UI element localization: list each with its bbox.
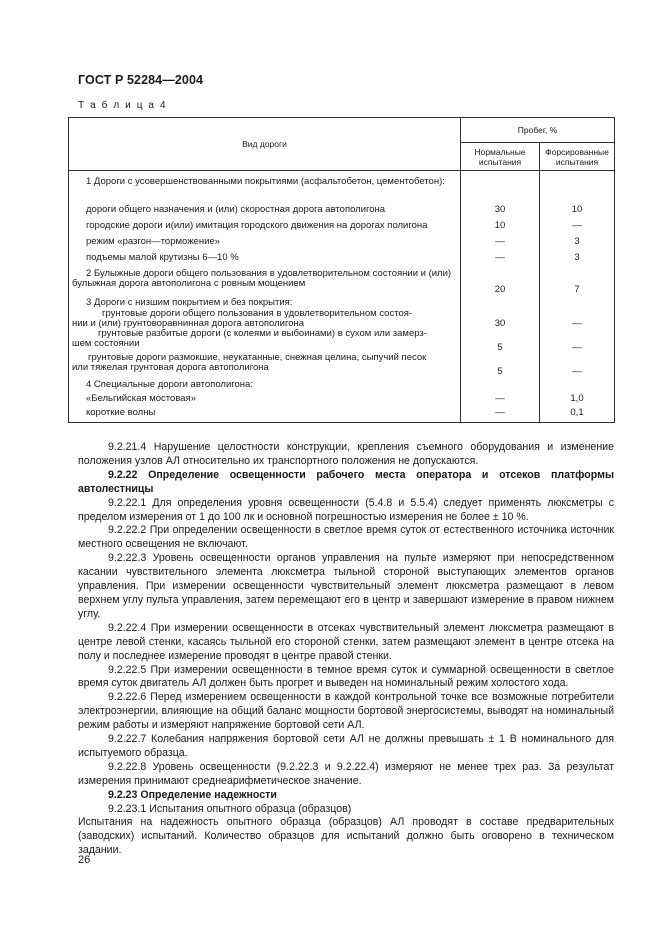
heading-9-2-23-text: 9.2.23 Определение надежности: [108, 788, 277, 801]
row-name-line: грунтовые дороги размокшие, неукатанные, снежная целина, сыпучий песок: [88, 352, 427, 363]
row-forced: 3: [540, 253, 615, 269]
col-header-normal: Нормальные испытания: [461, 143, 540, 171]
table-row: [69, 408, 615, 423]
row-name: короткие волны: [69, 408, 461, 423]
paragraph-9-2-22-7: 9.2.22.7 Колебания напряжения бортовой сети АЛ не должны превышать ± 1 В номинального для испытуемого образца.: [78, 733, 614, 759]
row-forced: —: [540, 221, 615, 237]
row-forced: 3: [540, 237, 615, 253]
row-name: «Бельгийская мостовая»: [69, 394, 461, 408]
row-normal: 20: [461, 269, 540, 295]
row-normal: —: [461, 253, 540, 269]
row-forced: —: [540, 329, 615, 353]
row-name: 1 Дороги с усовершенствованными покрытиями (асфальтобетон, цементобетон):: [69, 171, 461, 206]
table-row: [69, 205, 615, 221]
row-name: [69, 329, 461, 353]
paragraph-9-2-22-8: 9.2.22.8 Уровень освещенности (9.2.22.3 и 9.2.22.4) измеряют не менее трех раз. За результат измерения принимают среднеарифметическое значение.: [78, 760, 614, 787]
row-name: 2 Булыжные дороги общего пользования в удовлетворительном состоянии и (или) булыжная дорога автополигона с ровным мощением: [69, 269, 461, 295]
table-row: [69, 269, 615, 295]
row-name: режим «разгон—торможение»: [69, 237, 461, 253]
table-row: [69, 394, 615, 408]
row-normal: [461, 377, 540, 394]
paragraph-9-2-21-4: 9.2.21.4 Нарушение целостности конструкции, крепления съемного оборудования и изменение положения узлов АЛ относительно их транспортного положения не допускаются.: [78, 441, 614, 467]
row-forced: 1,0: [540, 394, 615, 408]
row-name-line: нии и (или) грунтоворавнинная дорога автополигона: [72, 318, 305, 329]
row-normal: 10: [461, 221, 540, 237]
row-normal: 5: [461, 329, 540, 353]
heading-9-2-23: [78, 789, 614, 803]
paragraph-9-2-22-5: 9.2.22.5 При измерении освещенности в темное время суток и суммарной освещенности в светлое время суток двигатель АЛ должен быть прогрет и выведен на номинальный режим холостого хода.: [78, 663, 614, 690]
heading-9-2-22: [78, 469, 614, 497]
table-row: [69, 329, 615, 353]
body-text: [78, 441, 614, 858]
table-row: [69, 221, 615, 237]
col-header-road-type: Вид дороги: [69, 118, 461, 171]
row-name: 3 Дороги с низшим покрытием и без покрытия:: [69, 295, 461, 309]
table-row: [69, 353, 615, 377]
paragraph-9-2-22-2: 9.2.22.2 При определении освещенности в светлое время суток от естественного источника источник местного освещения не включают.: [78, 524, 614, 551]
row-forced: [540, 377, 615, 394]
row-normal: —: [461, 408, 540, 423]
road-mileage-table: [68, 117, 615, 423]
page-number: 26: [78, 854, 91, 866]
row-normal: 30: [461, 205, 540, 221]
row-normal: 5: [461, 353, 540, 377]
row-forced: —: [540, 353, 615, 377]
paragraph-9-2-22-1: 9.2.22.1 Для определения уровня освещенности (5.4.8 и 5.5.4) следует применять люксметры с пределом измерения от 1 до 100 лк и основной погрешностью измерения не более ± 10 %.: [78, 496, 614, 523]
col-header-mileage: Пробег, %: [461, 118, 615, 143]
row-normal: [461, 171, 540, 206]
row-name: [69, 353, 461, 377]
table-caption: Т а б л и ц а 4: [78, 100, 168, 111]
document-header: ГОСТ Р 52284—2004: [78, 73, 204, 87]
row-name: 4 Специальные дороги автополигона:: [69, 377, 461, 394]
col-header-forced: Форсированные испытания: [540, 143, 615, 171]
table-row: [69, 171, 615, 206]
paragraph-reliability-tests: Испытания на надежность опытного образца (образцов) АЛ проводят в составе предварительных (заводских) испытаний. Количество образцов для испытаний должно быть оговорено в техническом задании.: [78, 816, 614, 857]
row-forced: 10: [540, 205, 615, 221]
row-forced: 0,1: [540, 408, 615, 423]
row-normal: 30: [461, 309, 540, 329]
row-forced: [540, 171, 615, 206]
table-row: [69, 295, 615, 309]
row-normal: —: [461, 394, 540, 408]
heading-9-2-22-text: 9.2.22 Определение освещенности рабочего места оператора и отсеков платформы автолестницы: [78, 468, 614, 495]
row-normal: [461, 295, 540, 309]
row-name: дороги общего назначения и (или) скоростная дорога автополигона: [69, 205, 461, 221]
table-row: [69, 237, 615, 253]
row-name: [69, 309, 461, 329]
row-name-line: грунтовые дороги общего пользования в удовлетворительном состоя-: [102, 308, 413, 319]
row-name-line: грунтовые разбитые дороги (с колеями и выбоинами) в сухом или замерз-: [98, 328, 427, 339]
paragraph-9-2-23-1: 9.2.23.1 Испытания опытного образца (образцов): [108, 802, 352, 815]
table-row: [69, 309, 615, 329]
row-name: подъемы малой крутизны 6—10 %: [69, 253, 461, 269]
paragraph-9-2-22-3: 9.2.22.3 Уровень освещенности органов управления на пульте измеряют при непосредственном касании чувствительного элемента люксметра тыльной стороной выступающих элементов органов управления. При измерении освещенности чувствительный элемент люксметра размещают в левом верхнем углу пульта управления, затем перемещают его в центр и завершают измерение в правом нижнем углу.: [78, 552, 614, 620]
row-forced: 7: [540, 269, 615, 295]
row-name: городские дороги и(или) имитация городского движения на дорогах полигона: [69, 221, 461, 237]
row-forced: [540, 295, 615, 309]
row-name-line: или тяжелая грунтовая дорога автополигона: [72, 362, 269, 373]
paragraph-9-2-22-6: 9.2.22.6 Перед измерением освещенности в каждой контрольной точке все возможные потребители электроэнергии, влияющие на общий баланс мощности бортовой энергосистемы, выводят на номинальный режим работы и измеряют напряжение бортовой сети АЛ.: [78, 691, 614, 732]
table-row: [69, 253, 615, 269]
row-normal: —: [461, 237, 540, 253]
paragraph-9-2-22-4: 9.2.22.4 При измерении освещенности в отсеках чувствительный элемент люксметра размещают в центре левой стенки, касаясь тыльной его стороной стенки, затем размещают элемент в центре отсека на полу и последнее измерение проводят в центре правой стенки.: [78, 621, 614, 662]
row-forced: —: [540, 309, 615, 329]
table-row: [69, 377, 615, 394]
row-name-line: шем состоянии: [72, 338, 140, 349]
